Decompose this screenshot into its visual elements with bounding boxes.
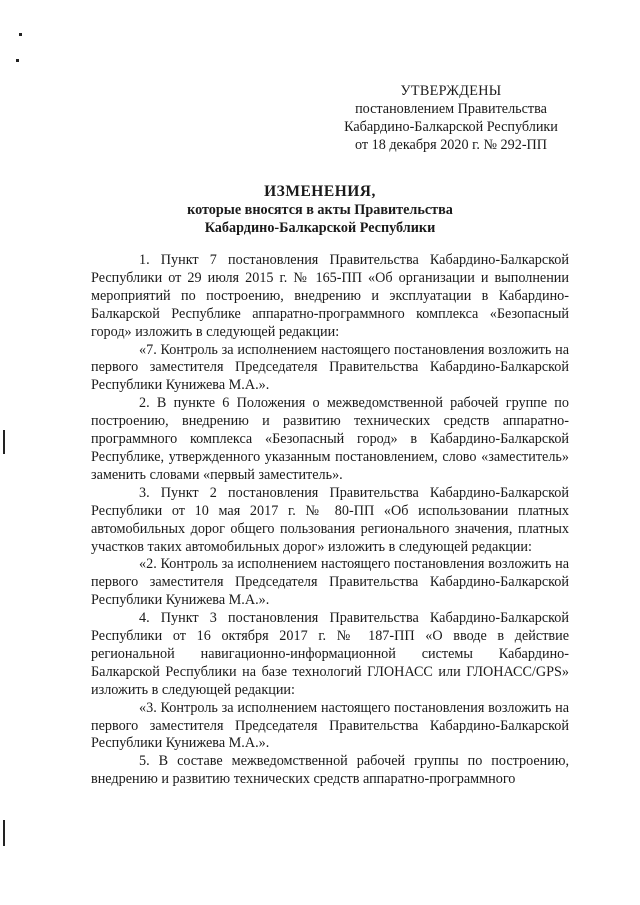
- approval-line: от 18 декабря 2020 г. № 292-ПП: [354, 137, 548, 153]
- title-line: которые вносятся в акты Правительства: [187, 202, 453, 218]
- paragraph: 3. Пункт 2 постановления Правительства Кабардино-Балкарской Республики от 10 мая 2017 г. № 80-ПП «Об использовании платных автомобильных дорог общего пользования регионального значения, платных участков таких автомобильных дорог» изложить в следующей редакции:: [91, 484, 569, 555]
- scan-edge-mark: [3, 430, 5, 454]
- paragraph: «2. Контроль за исполнением настоящего постановления возложить на первого заместителя Председателя Правительства Кабардино-Балкарской Республики Кунижева М.А.».: [91, 556, 569, 609]
- paragraph: 2. В пункте 6 Положения о межведомственной рабочей группе по построению, внедрению и развитию технических средств аппаратно-программного комплекса «Безопасный город» в Кабардино-Балкарской Республике, утвержденного указанным постановлением, слово «заместитель» заменить словами «первый заместитель».: [91, 395, 569, 483]
- title-line: ИЗМЕНЕНИЯ,: [264, 183, 376, 200]
- approval-line: постановлением Правительства: [355, 101, 547, 117]
- approval-heading: УТВЕРЖДЕНЫ: [400, 83, 502, 99]
- scan-speck: [19, 33, 22, 36]
- document-title: [0, 183, 640, 237]
- scan-edge-mark: [3, 820, 5, 846]
- paragraph: «7. Контроль за исполнением настоящего постановления возложить на первого заместителя Председателя Правительства Кабардино-Балкарской Республики Кунижева М.А.».: [91, 341, 569, 394]
- approval-stamp: [336, 82, 566, 154]
- paragraph: 4. Пункт 3 постановления Правительства Кабардино-Балкарской Республики от 16 октября 2017 г. № 187-ПП «О вводе в действие региональной навигационно-информационной системы Кабардино-Балкарской Республики на базе технологий ГЛОНАСС или ГЛОНАСС/GPS» изложить в следующей редакции:: [91, 610, 569, 698]
- paragraph: «3. Контроль за исполнением настоящего постановления возложить на первого заместителя Председателя Правительства Кабардино-Балкарской Республики Кунижева М.А.».: [91, 699, 569, 752]
- document-body: [91, 252, 569, 789]
- scan-speck: [16, 59, 19, 62]
- title-line: Кабардино-Балкарской Республики: [204, 220, 436, 236]
- paragraph: 1. Пункт 7 постановления Правительства Кабардино-Балкарской Республики от 29 июля 2015 г. № 165-ПП «Об организации и выполнении мероприятий по построению, внедрению и эксплуатации в Кабардино-Балкарской Республике аппаратно-программного комплекса «Безопасный город» изложить в следующей редакции:: [91, 252, 569, 340]
- approval-line: Кабардино-Балкарской Республики: [344, 119, 558, 135]
- paragraph: 5. В составе межведомственной рабочей группы по построению, внедрению и развитию технических средств аппаратно-программного: [91, 753, 569, 788]
